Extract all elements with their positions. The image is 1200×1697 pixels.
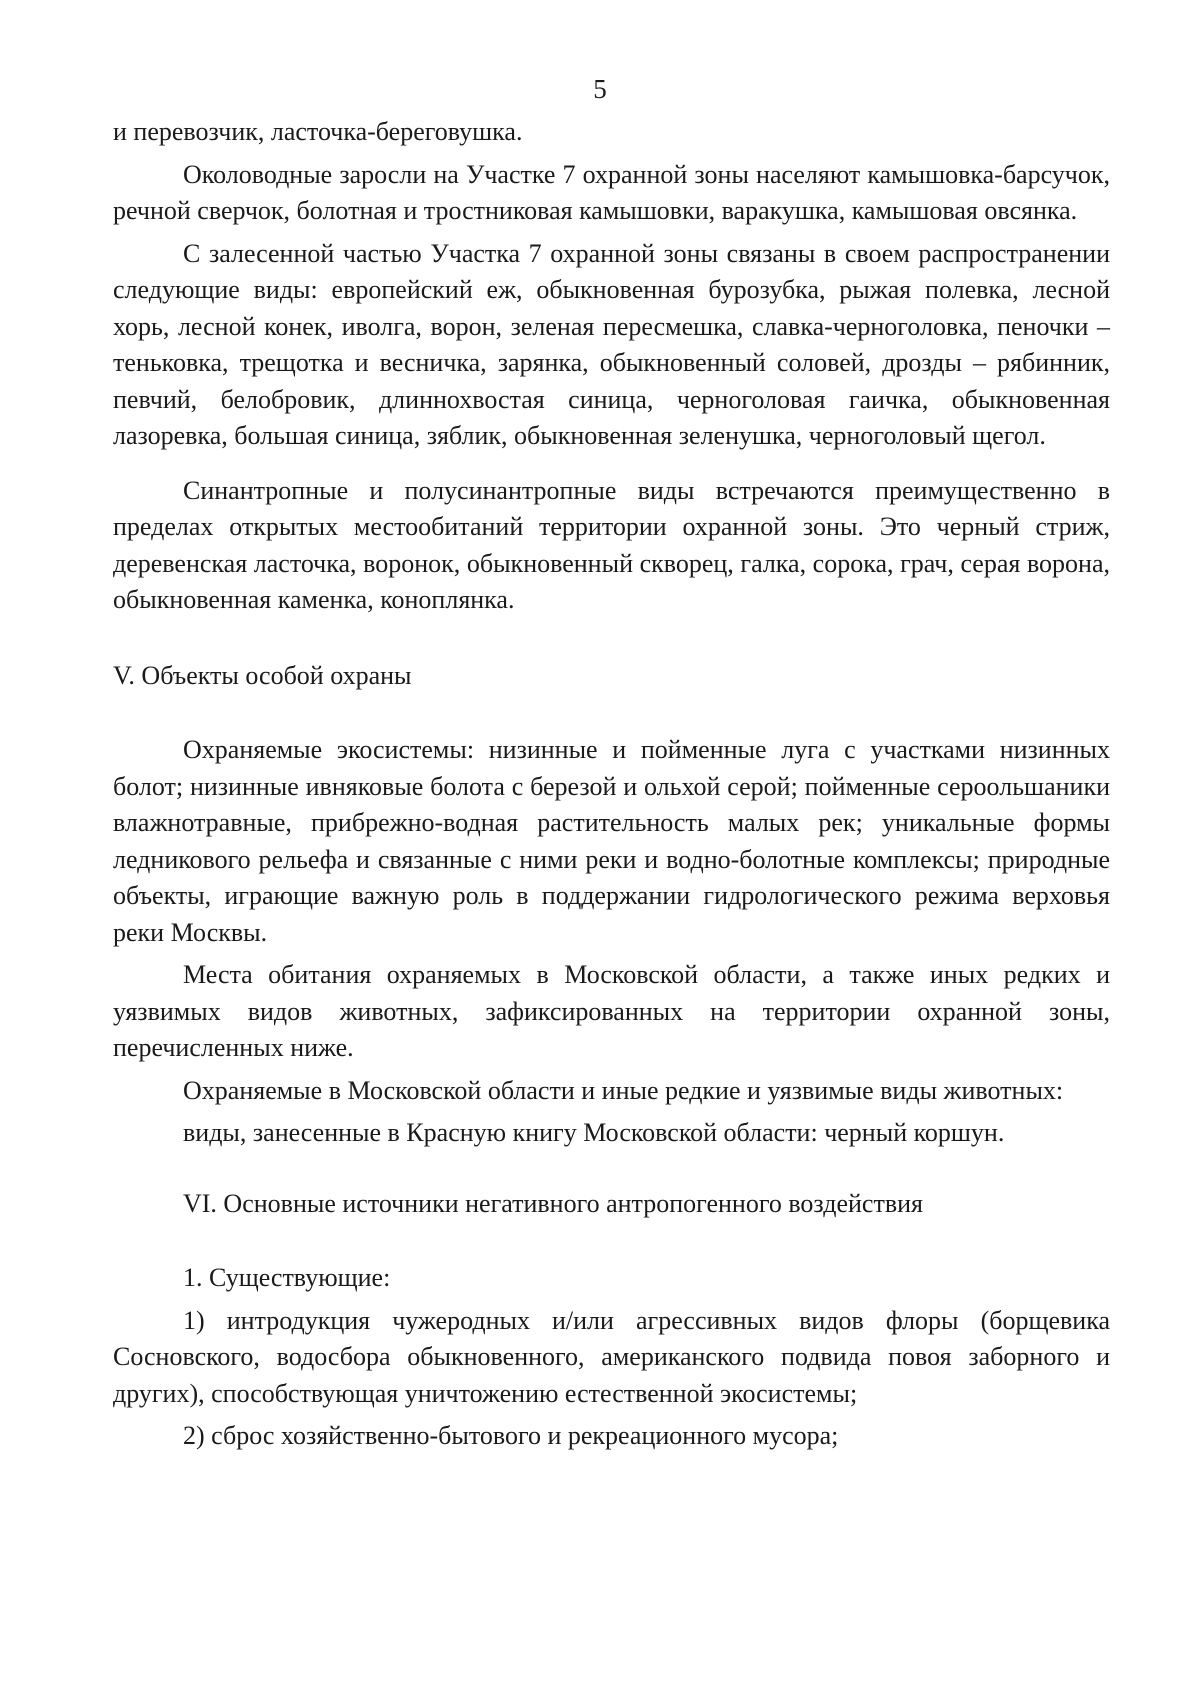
section-heading-negative-impact: VI. Основные источники негативного антропогенного воздействия bbox=[183, 1188, 923, 1218]
paragraph-continuation: и перевозчик, ласточка-береговушка. bbox=[113, 117, 523, 146]
paragraph-synanthropic-species: Синантропные и полусинантропные виды встречаются преимущественно в пределах открытых местообитаний территории охранной зоны. Это черный стриж, деревенская ласточка, воронок, обыкновенный скворец, галка, сорока, грач, серая ворона, обыкновенная каменка, коноплянка. bbox=[113, 475, 1110, 614]
document-body bbox=[113, 114, 1110, 1455]
paragraph-forest-species: С залесенной частью Участка 7 охранной зоны связаны в своем распространении следующие виды: европейский еж, обыкновенная бурозубка, рыжая полевка, лесной хорь, лесной конек, иволга, ворон, зеленая пересмешка, славка-черноголовка, пеночки – теньковка, трещотка и весничка, зарянка, обыкновенный соловей, дрозды – рябинник, певчий, белобровик, длиннохвостая синица, черноголовая гаичка, обыкновенная лазоревка, большая синица, зяблик, обыкновенная зеленушка, черноголовый щегол. bbox=[113, 238, 1110, 450]
paragraph-wetland-species: Околоводные заросли на Участке 7 охранной зоны населяют камышовка-барсучок, речной сверчок, болотная и тростниковая камышовки, варакушка, камышовая овсянка. bbox=[113, 159, 1110, 225]
list-item-introduction: 1) интродукция чужеродных и/или агрессивных видов флоры (борщевика Сосновского, водосбора обыкновенного, американского подвида повоя заборного и других), способствующая уничтожению естественной экосистемы; bbox=[113, 1305, 1110, 1408]
list-item-waste: 2) сброс хозяйственно-бытового и рекреационного мусора; bbox=[183, 1421, 839, 1450]
paragraph-protected-animals: Охраняемые в Московской области и иные редкие и уязвимые виды животных: bbox=[183, 1075, 1064, 1105]
list-heading-existing: 1. Существующие: bbox=[183, 1263, 391, 1292]
section-heading-protected-objects: V. Объекты особой охраны bbox=[113, 660, 412, 690]
paragraph-red-book: виды, занесенные в Красную книгу Московской области: черный коршун. bbox=[183, 1118, 1005, 1147]
paragraph-protected-ecosystems: Охраняемые экосистемы: низинные и пойменные луга с участками низинных болот; низинные ивняковые болота с березой и ольхой серой; пойменные сероольшаники влажнотравные, прибрежно-водная растительность малых рек; уникальные формы ледникового рельефа и связанные с ними реки и водно-болотные комплексы; природные объекты, играющие важную роль в поддержании гидрологического режима верховья реки Москвы. bbox=[113, 735, 1110, 947]
paragraph-habitats: Места обитания охраняемых в Московской области, а также иных редких и уязвимых видов животных, зафиксированных на территории охранной зоны, перечисленных ниже. bbox=[113, 960, 1110, 1062]
page-number: 5 bbox=[593, 74, 607, 104]
